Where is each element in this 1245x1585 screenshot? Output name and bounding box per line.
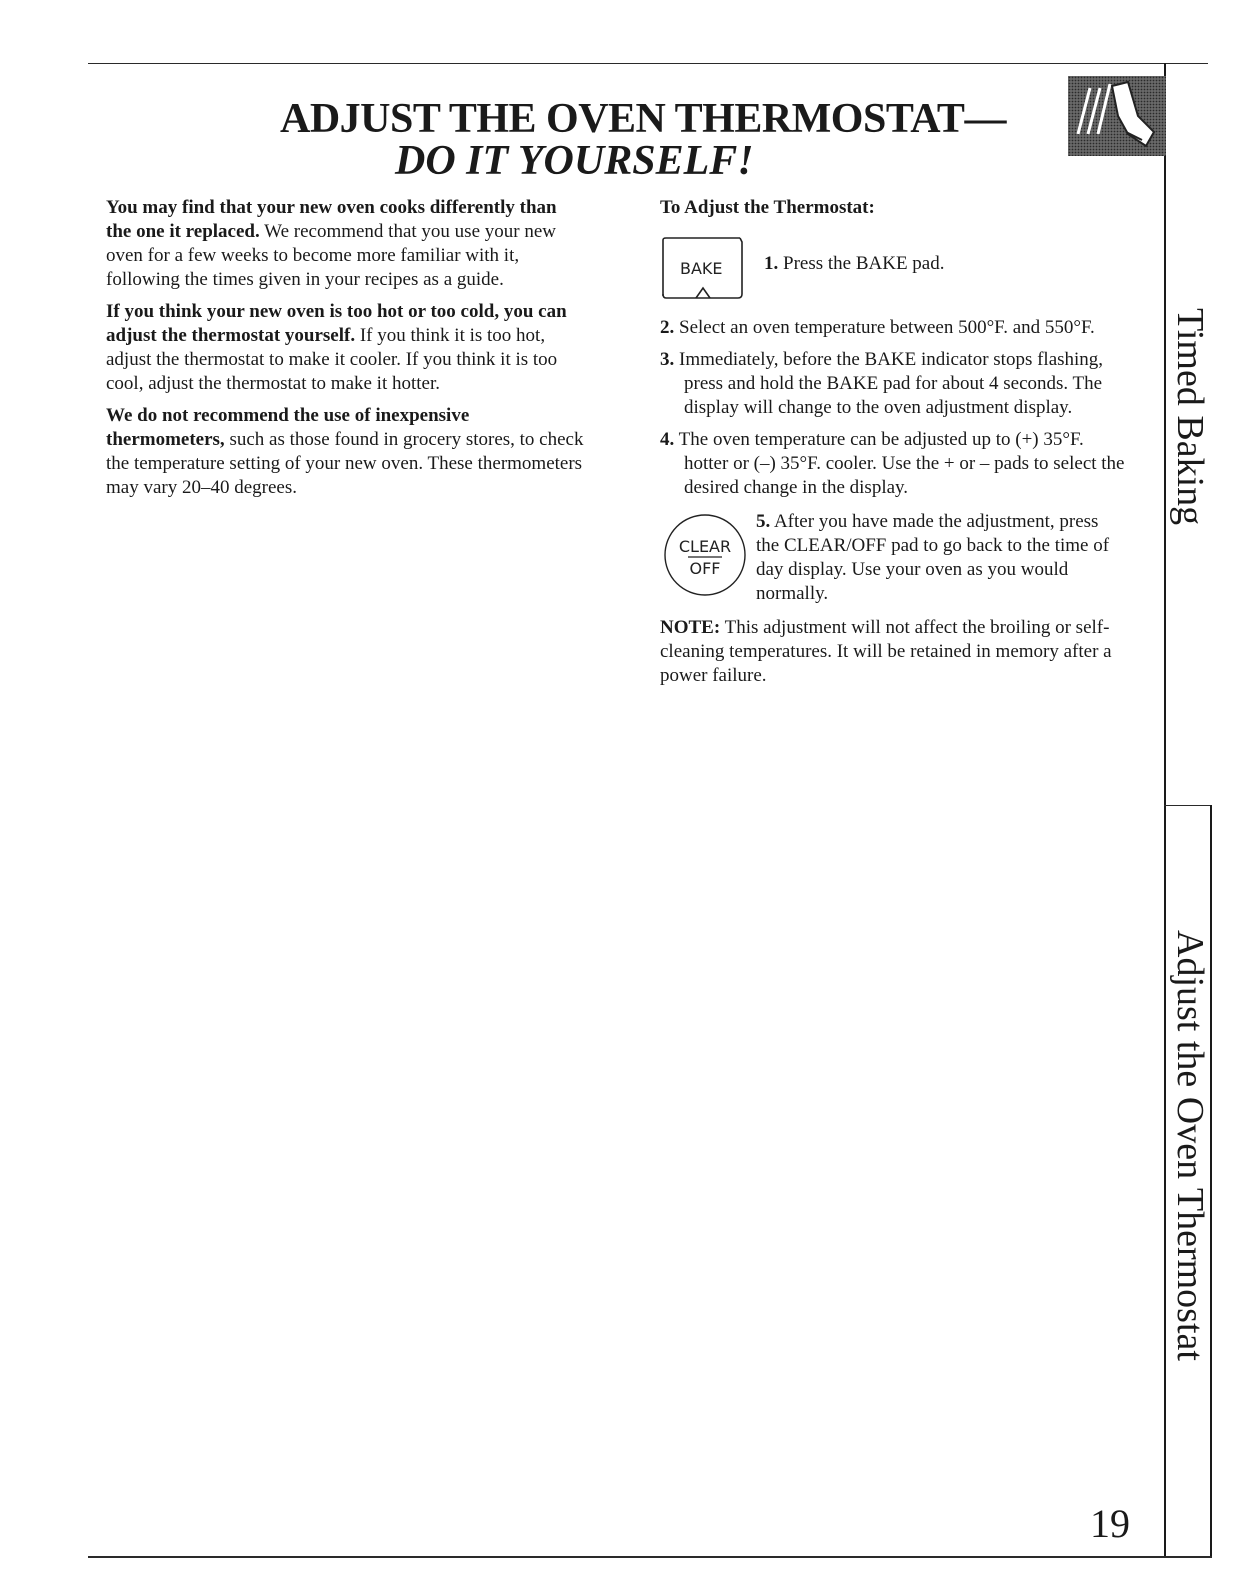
intro-lead: You may find that your new oven cooks differently than the one it replaced. [106,197,557,242]
step-5 [660,508,1130,610]
instructions-column [660,196,1130,688]
note-label: NOTE: [660,617,721,638]
page-subtitle: DO IT YOURSELF! [395,138,754,184]
intro-paragraph [106,196,586,292]
step-2: 2. Select an oven temperature between 500°F. and 550°F. [660,317,1095,338]
intro-text: We recommend that you use your new oven for a few weeks to become more familiar with it, following the times given in your recipes as a guide. [106,221,556,290]
page-number: 19 [1090,1501,1130,1546]
intro-column [106,196,586,508]
bake-pad-label: BAKE [680,259,723,278]
note [660,616,1130,688]
tab-divider [1164,805,1212,806]
adjust-lead: If you think your new oven is too hot or too cold, you can adjust the thermostat yourself. [106,301,567,346]
side-rule [1164,63,1166,1557]
hand-pressing-icon [1068,76,1166,156]
clear-pad-label-top: CLEAR [678,537,732,556]
step-1-text: 1. Press the BAKE pad. [764,253,945,274]
bake-pad-icon [660,236,746,300]
page-title: ADJUST THE OVEN THERMOSTAT— [280,96,1006,142]
step-1 [660,226,1130,312]
thermometer-lead: We do not recommend the use of inexpensive thermometers, [106,405,470,450]
clear-off-pad-icon [662,512,748,598]
adjust-paragraph [106,300,586,396]
step-4: 4. The oven temperature can be adjusted up to (+) 35°F. hotter or (–) 35°F. cooler. Use the + or – pads to select the desired change in the display. [660,429,1125,498]
section-tab-adjust-thermostat: Adjust the Oven Thermostat [1169,930,1211,1361]
adjust-text: If you think it is too hot, adjust the thermostat to make it cooler. If you think it is too cool, adjust the thermostat to make it hotter. [106,325,558,394]
step-3: 3. Immediately, before the BAKE indicator stops flashing, press and hold the BAKE pad for about 4 seconds. The display will change to the oven adjustment display. [660,349,1104,418]
note-text: This adjustment will not affect the broiling or self-cleaning temperatures. It will be retained in memory after a power failure. [660,617,1112,686]
thermometer-paragraph [106,404,586,500]
clear-pad-label-bottom: OFF [689,559,721,578]
step-5-text: 5. After you have made the adjustment, press the CLEAR/OFF pad to go back to the time of day display. Use your oven as you would normally. [756,511,1110,604]
instructions-heading: To Adjust the Thermostat: [660,197,875,218]
tab-bottom-rule [1164,1556,1212,1558]
bottom-rule [88,1556,1168,1558]
section-tab-timed-baking: Timed Baking [1169,308,1211,526]
thermometer-text: such as those found in grocery stores, to check the temperature setting of your new oven. These thermometers may vary 20–40 degrees. [106,429,584,498]
top-rule [88,63,1208,64]
